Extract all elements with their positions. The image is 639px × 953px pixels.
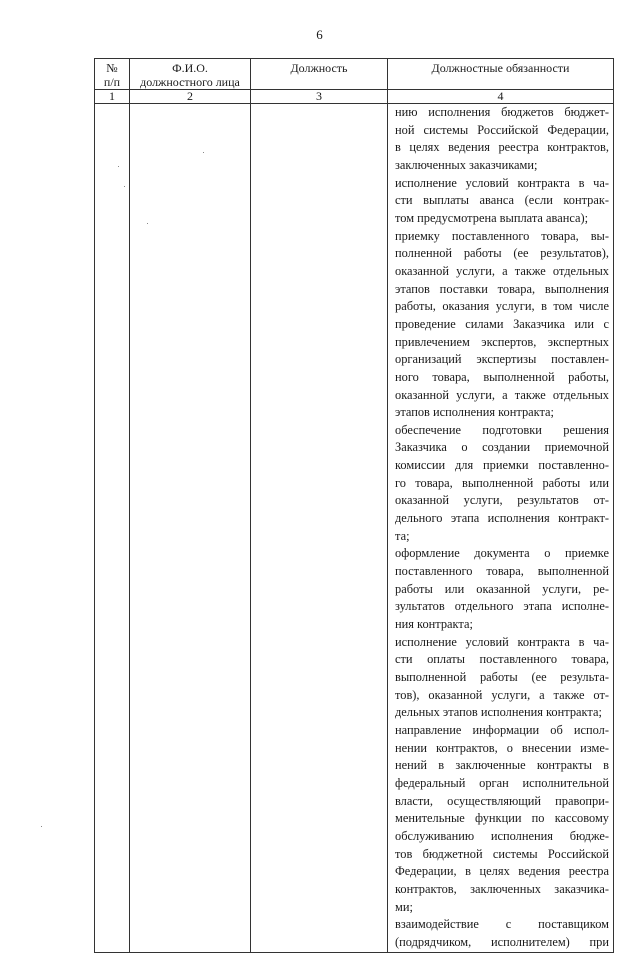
duty-line: го товара, выполненной работы или <box>395 475 609 490</box>
duty-line: (подрядчиком, исполнителем) при <box>395 934 609 949</box>
column-number-2: 2 <box>130 90 251 104</box>
duties-cell <box>388 104 614 953</box>
duty-line: взаимодействие с поставщиком <box>395 917 609 932</box>
duty-line: этапов исполнения контракта; <box>395 405 555 420</box>
duty-line: в целях ведения реестра контрактов, <box>395 140 609 155</box>
number-cell <box>95 104 130 953</box>
header-name-line1: Ф.И.О. <box>172 61 208 75</box>
duty-line: власти, осуществляющий правопри- <box>395 793 609 808</box>
header-row <box>95 59 614 90</box>
duty-line: полненной работы (ее результатов), <box>395 246 609 261</box>
duty-line: оказанной услуги, а также отдельных <box>395 387 609 402</box>
duty-line: выполненной работы (ее результа- <box>395 670 609 684</box>
duty-line: приемку поставленного товара, вы- <box>395 228 609 243</box>
duty-line: ного товара, выполненной работы, <box>395 369 609 384</box>
duty-line: та; <box>395 528 410 543</box>
position-cell <box>251 104 388 953</box>
duty-line: сти выплаты аванса (если контрак- <box>395 193 609 208</box>
scan-speck <box>147 223 148 224</box>
header-number <box>95 59 130 90</box>
table-row <box>95 104 614 953</box>
header-name-line2: должностного лица <box>140 75 240 89</box>
column-number-3: 3 <box>251 90 388 104</box>
duty-line: привлечением экспертов, экспертных <box>395 334 609 349</box>
duty-line: ной системы Российской Федерации, <box>395 122 609 137</box>
duty-line: работы или оказанной услуги, ре- <box>395 581 609 596</box>
duty-line: организаций экспертизы поставлен- <box>395 352 609 367</box>
duty-line: оказанной услуги, результатов от- <box>395 493 609 508</box>
duty-line: Заказчика о создании приемочной <box>395 440 609 455</box>
scan-speck <box>124 186 125 187</box>
duty-line: проведение силами Заказчика или с <box>395 316 609 331</box>
duty-line: контрактов, заключенных заказчика- <box>395 881 609 896</box>
scan-speck <box>118 166 119 167</box>
duty-line: тов бюджетной системы Российской <box>395 846 609 861</box>
name-cell <box>130 104 251 953</box>
duty-line: сти оплаты поставленного товара, <box>395 652 609 667</box>
header-duties-line1: Должностные обязанности <box>431 61 570 75</box>
duty-line: дельных этапов исполнения контракта; <box>395 705 602 720</box>
duty-line: ния контракта; <box>395 617 473 632</box>
duty-line: нений в заключенные контракты в <box>395 758 609 773</box>
duty-line: исполнение условий контракта в ча- <box>395 175 609 190</box>
duty-line: этапов поставки товара, выполнения <box>395 281 609 296</box>
duty-line: поставленного товара, выполненной <box>395 564 609 579</box>
page-number: 6 <box>316 27 323 42</box>
duty-line: Федерации, в целях ведения реестра <box>395 864 609 879</box>
duty-line: зультатов отдельного этапа исполне- <box>395 599 609 614</box>
header-number-line2: п/п <box>103 75 121 89</box>
duty-line: ми; <box>395 899 413 914</box>
header-number-line1: № <box>106 61 118 75</box>
duty-line: тов), оказанной услуги, а также от- <box>395 687 609 702</box>
duty-line: обслуживанию исполнения бюдже- <box>395 828 609 843</box>
duty-line: работы, оказания услуги, в том числе <box>395 299 609 314</box>
header-position-line1: Должность <box>290 61 348 75</box>
duties-table <box>94 58 614 953</box>
scan-speck <box>41 826 42 827</box>
column-number-4: 4 <box>388 90 614 104</box>
duty-line: оказанной услуги, а также отдельных <box>395 263 609 278</box>
duty-line: федеральный орган исполнительной <box>395 775 609 790</box>
duties-text <box>388 104 613 952</box>
duty-line: менительные функции по кассовому <box>395 811 609 826</box>
duty-line: обеспечение подготовки решения <box>395 422 609 437</box>
duty-line: оформление документа о приемке <box>395 546 609 561</box>
duty-line: том предусмотрена выплата аванса); <box>395 210 589 225</box>
header-duties <box>388 59 614 90</box>
duty-line: нию исполнения бюджетов бюджет- <box>395 105 609 119</box>
scan-speck <box>203 152 204 153</box>
column-number-row <box>95 90 614 104</box>
header-position <box>251 59 388 90</box>
duty-line: направление информации об испол- <box>395 722 609 737</box>
column-number-1: 1 <box>95 90 130 104</box>
duty-line: исполнение условий контракта в ча- <box>395 634 609 649</box>
duty-line: дельного этапа исполнения контракт- <box>395 511 609 526</box>
header-name <box>130 59 251 90</box>
duty-line: комиссии для приемки поставленно- <box>395 458 609 473</box>
duty-line: нении контрактов, о внесении изме- <box>395 740 609 755</box>
duty-line: заключенных заказчиками; <box>395 157 538 172</box>
